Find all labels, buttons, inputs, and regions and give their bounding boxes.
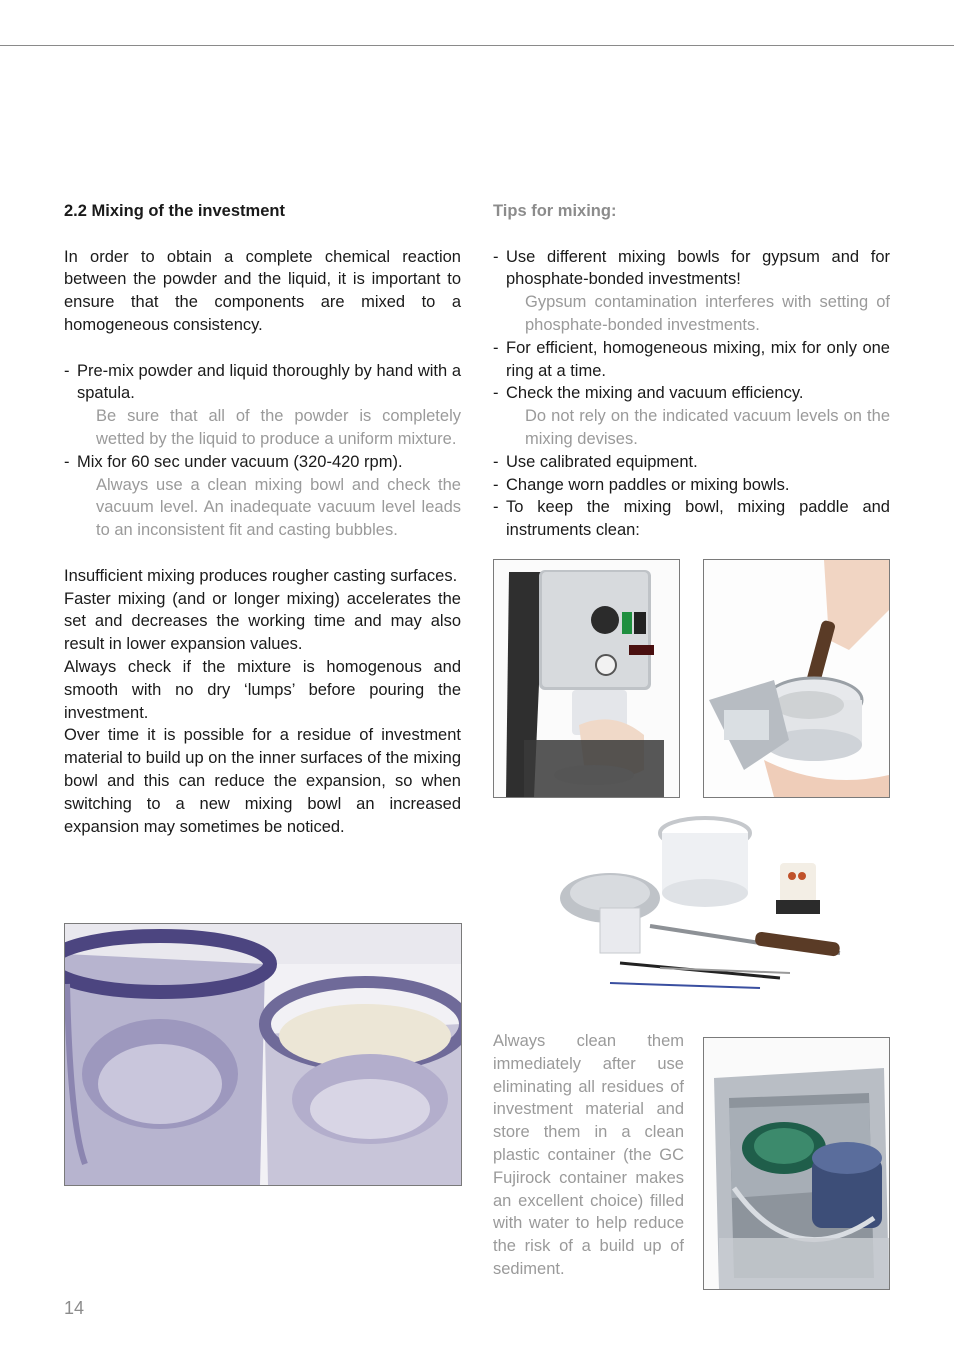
- left-column: [64, 200, 461, 838]
- page-number: 14: [64, 1298, 85, 1318]
- tip-keep-clean: - To keep the mixing bowl, mixing paddle and instruments clean:: [493, 496, 890, 542]
- bullet-vacuum-mix: - Mix for 60 sec under vacuum (320-420 rpm).: [64, 451, 461, 474]
- tip-change-worn: - Change worn paddles or mixing bowls.: [493, 474, 890, 497]
- photo-container: [703, 1037, 890, 1290]
- photo-hand-mixing: [703, 559, 890, 798]
- section-heading: 2.2 Mixing of the investment: [64, 202, 285, 220]
- photo-vacuum-mixer: [493, 559, 680, 798]
- tips-heading: Tips for mixing:: [493, 202, 617, 220]
- tip-check-efficiency: - Check the mixing and vacuum efficiency.: [493, 382, 890, 405]
- tip-calibrated: - Use calibrated equipment.: [493, 451, 890, 474]
- tip-check-efficiency-note: Do not rely on the indicated vacuum levels on the mixing devises.: [525, 407, 890, 448]
- note-vacuum-mix: Always use a clean mixing bowl and check the vacuum level. An inadequate vacuum level leads to an inconsistent fit and casting bubbles.: [96, 475, 461, 540]
- tip-separate-bowls: - Use different mixing bowls for gypsum and for phosphate-bonded investments!: [493, 246, 890, 292]
- note-premix: Be sure that all of the powder is completely wetted by the liquid to produce a uniform mixture.: [96, 407, 461, 448]
- photo-instruments: [540, 808, 850, 1018]
- paragraph-residue: Over time it is possible for a residue of investment material to build up on the inner surfaces of the mixing bowl and this can reduce the expansion, so when switching to a new mixing bowl an increased expansion may sometimes be noticed.: [64, 726, 461, 836]
- tip-one-ring: - For efficient, homogeneous mixing, mix for only one ring at a time.: [493, 337, 890, 383]
- photo-mixing-bowls: [64, 923, 462, 1186]
- paragraph-insufficient: Insufficient mixing produces rougher casting surfaces.: [64, 566, 458, 585]
- cleaning-caption: Always clean them immediately after use eliminating all residues of investment material and store them in a clean plastic container (the GC Fujirock container makes an excellent choice) filled with water to help reduce the risk of a build up of sediment.: [493, 1032, 684, 1278]
- paragraph-faster: Faster mixing (and or longer mixing) accelerates the set and decreases the working time and may also result in lower expansion values.: [64, 589, 461, 654]
- right-column: [493, 200, 890, 542]
- intro-paragraph: In order to obtain a complete chemical reaction between the powder and the liquid, it is important to ensure that the components are mixed to a homogeneous consistency.: [64, 247, 461, 334]
- header-rule: [0, 45, 954, 46]
- bullet-premix: - Pre-mix powder and liquid thoroughly by hand with a spatula.: [64, 360, 461, 406]
- tip-separate-bowls-note: Gypsum contamination interferes with setting of phosphate-bonded investments.: [525, 293, 890, 334]
- paragraph-check: Always check if the mixture is homogenous and smooth with no dry ‘lumps’ before pouring the investment.: [64, 657, 461, 722]
